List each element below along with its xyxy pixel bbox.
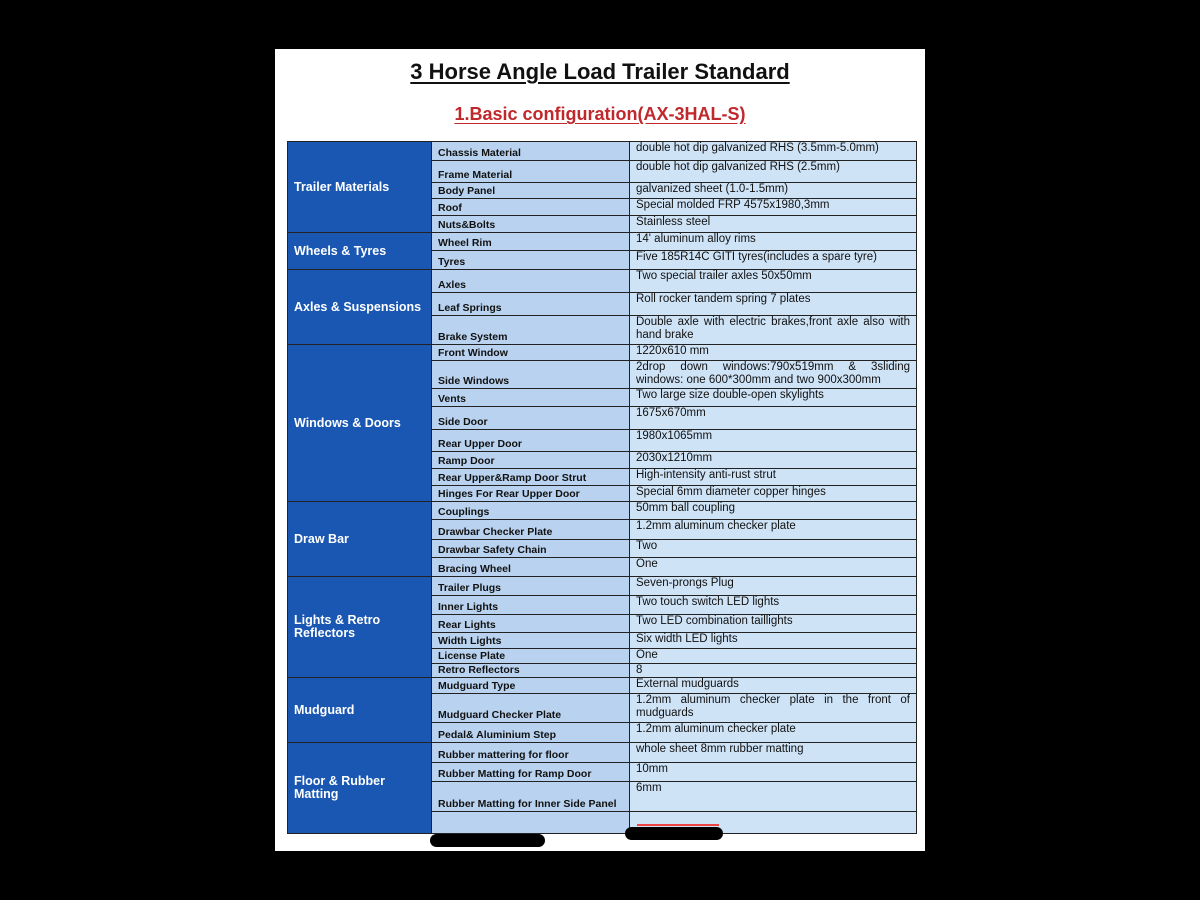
spec-item-label: Rear Upper Door bbox=[432, 430, 630, 452]
spec-value: 2drop down windows:790x519mm & 3sliding windows: one 600*300mm and two 900x300mm bbox=[630, 361, 917, 389]
spec-item-label: License Plate bbox=[432, 649, 630, 664]
spec-value: External mudguards bbox=[630, 678, 917, 694]
spec-item-label: Mudguard Type bbox=[432, 678, 630, 694]
spec-item-label: Front Window bbox=[432, 345, 630, 361]
spec-item-label: Body Panel bbox=[432, 183, 630, 199]
spec-item-label: Chassis Material bbox=[432, 142, 630, 161]
spec-item-label: Rubber Matting for Inner Side Panel bbox=[432, 782, 630, 812]
spec-item-label: Roof bbox=[432, 199, 630, 216]
category-label: Axles & Suspensions bbox=[288, 270, 432, 345]
spec-item-label: Nuts&Bolts bbox=[432, 216, 630, 233]
spec-item-label: Axles bbox=[432, 270, 630, 293]
redaction-mark bbox=[430, 834, 545, 847]
table-row bbox=[288, 577, 917, 596]
spec-value: Two touch switch LED lights bbox=[630, 596, 917, 615]
spec-value: Two large size double-open skylights bbox=[630, 389, 917, 407]
spec-item-label: Wheel Rim bbox=[432, 233, 630, 251]
table-row bbox=[288, 743, 917, 763]
spec-item-label: Drawbar Safety Chain bbox=[432, 540, 630, 558]
table-row bbox=[288, 678, 917, 694]
spec-item-label: Brake System bbox=[432, 316, 630, 345]
table-row bbox=[288, 270, 917, 293]
spec-value: double hot dip galvanized RHS (2.5mm) bbox=[630, 161, 917, 183]
spec-value: 6mm bbox=[630, 782, 917, 812]
spec-item-label: Rubber mattering for floor bbox=[432, 743, 630, 763]
document-page bbox=[275, 49, 925, 851]
spec-item-label: Inner Lights bbox=[432, 596, 630, 615]
spec-item-label: Tyres bbox=[432, 251, 630, 270]
spec-item-label bbox=[432, 812, 630, 834]
spec-value: 1.2mm aluminum checker plate bbox=[630, 520, 917, 540]
spec-value: 1.2mm aluminum checker plate bbox=[630, 723, 917, 743]
spec-item-label: Retro Reflectors bbox=[432, 664, 630, 678]
spec-value: double hot dip galvanized RHS (3.5mm-5.0mm) bbox=[630, 142, 917, 161]
spec-value: 1675x670mm bbox=[630, 407, 917, 430]
spec-value: One bbox=[630, 558, 917, 577]
spec-item-label: Drawbar Checker Plate bbox=[432, 520, 630, 540]
spec-value: 50mm ball coupling bbox=[630, 502, 917, 520]
spec-item-label: Rear Upper&Ramp Door Strut bbox=[432, 469, 630, 486]
spec-value: Two special trailer axles 50x50mm bbox=[630, 270, 917, 293]
spec-item-label: Side Door bbox=[432, 407, 630, 430]
spec-table-body bbox=[288, 142, 917, 834]
table-row bbox=[288, 233, 917, 251]
category-label: Mudguard bbox=[288, 678, 432, 743]
category-label: Floor & Rubber Matting bbox=[288, 743, 432, 834]
category-label: Windows & Doors bbox=[288, 345, 432, 502]
spec-item-label: Rear Lights bbox=[432, 615, 630, 633]
redaction-mark bbox=[625, 827, 723, 840]
spec-value: Double axle with electric brakes,front axle also with hand brake bbox=[630, 316, 917, 345]
spec-value: Five 185R14C GITI tyres(includes a spare tyre) bbox=[630, 251, 917, 270]
spec-value: Two LED combination taillights bbox=[630, 615, 917, 633]
spec-item-label: Vents bbox=[432, 389, 630, 407]
table-row bbox=[288, 502, 917, 520]
spec-value: Two bbox=[630, 540, 917, 558]
document-title: 3 Horse Angle Load Trailer Standard bbox=[410, 59, 790, 84]
document-subtitle: 1.Basic configuration(AX-3HAL-S) bbox=[454, 104, 746, 124]
spec-value: Stainless steel bbox=[630, 216, 917, 233]
spec-value: Special 6mm diameter copper hinges bbox=[630, 486, 917, 502]
spec-value: galvanized sheet (1.0-1.5mm) bbox=[630, 183, 917, 199]
spec-item-label: Frame Material bbox=[432, 161, 630, 183]
spec-value: whole sheet 8mm rubber matting bbox=[630, 743, 917, 763]
spec-item-label: Couplings bbox=[432, 502, 630, 520]
spec-table bbox=[287, 141, 917, 834]
spec-value: Special molded FRP 4575x1980,3mm bbox=[630, 199, 917, 216]
spec-value: 10mm bbox=[630, 763, 917, 782]
spec-item-label: Pedal& Aluminium Step bbox=[432, 723, 630, 743]
spec-value: 1.2mm aluminum checker plate in the front of mudguards bbox=[630, 694, 917, 723]
spec-item-label: Width Lights bbox=[432, 633, 630, 649]
spec-value: High-intensity anti-rust strut bbox=[630, 469, 917, 486]
spec-value: 8 bbox=[630, 664, 917, 678]
spec-value: Roll rocker tandem spring 7 plates bbox=[630, 293, 917, 316]
spec-value: Six width LED lights bbox=[630, 633, 917, 649]
spec-item-label: Ramp Door bbox=[432, 452, 630, 469]
spec-item-label: Rubber Matting for Ramp Door bbox=[432, 763, 630, 782]
table-row bbox=[288, 142, 917, 161]
spec-item-label: Bracing Wheel bbox=[432, 558, 630, 577]
spec-value: One bbox=[630, 649, 917, 664]
spec-item-label: Leaf Springs bbox=[432, 293, 630, 316]
category-label: Wheels & Tyres bbox=[288, 233, 432, 270]
spec-item-label: Side Windows bbox=[432, 361, 630, 389]
category-label: Lights & Retro Reflectors bbox=[288, 577, 432, 678]
spec-value: 1980x1065mm bbox=[630, 430, 917, 452]
spec-item-label: Hinges For Rear Upper Door bbox=[432, 486, 630, 502]
spec-item-label: Trailer Plugs bbox=[432, 577, 630, 596]
spec-value: Seven-prongs Plug bbox=[630, 577, 917, 596]
table-row bbox=[288, 345, 917, 361]
spec-value: 1220x610 mm bbox=[630, 345, 917, 361]
spec-value: 2030x1210mm bbox=[630, 452, 917, 469]
spec-item-label: Mudguard Checker Plate bbox=[432, 694, 630, 723]
category-label: Draw Bar bbox=[288, 502, 432, 577]
category-label: Trailer Materials bbox=[288, 142, 432, 233]
redaction-underline bbox=[637, 824, 719, 826]
spec-value: 14' aluminum alloy rims bbox=[630, 233, 917, 251]
